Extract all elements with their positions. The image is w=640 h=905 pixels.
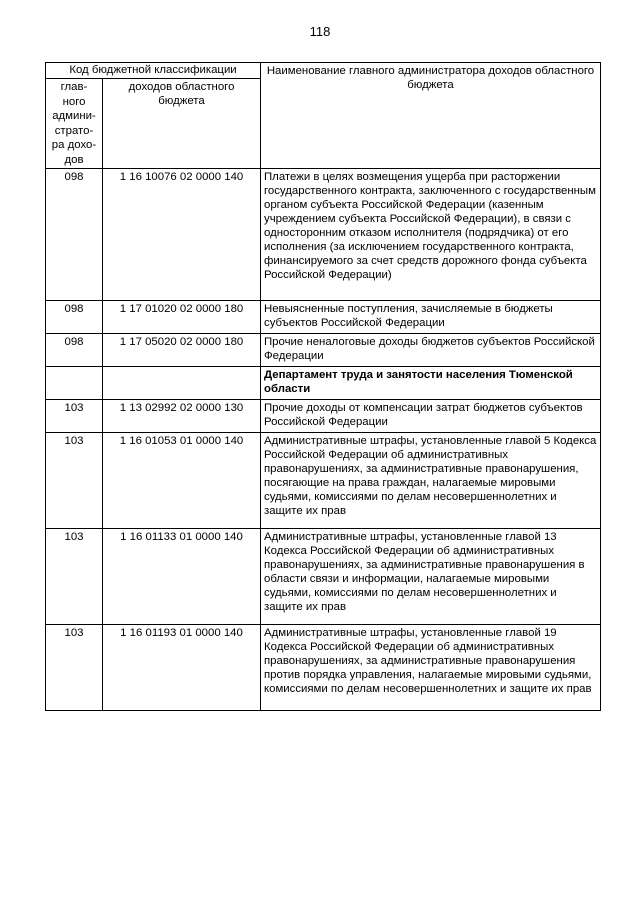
table-row (46, 529, 601, 625)
table-row (46, 400, 601, 433)
cell-income-code: 1 16 01133 01 0000 140 (103, 529, 261, 625)
cell-admin-code (46, 367, 103, 400)
page-number: 118 (309, 24, 331, 39)
table-body (46, 169, 601, 711)
cell-income-name: Административные штрафы, установленные главой 5 Кодекса Российской Федерации об административных правонарушениях, за административные правонарушения, посягающие на права граждан, налагаемые мировыми судьями, комиссиями по делам несовершеннолетних и защите их прав (261, 433, 601, 529)
cell-income-name: Прочие доходы от компенсации затрат бюджетов субъектов Российской Федерации (261, 400, 601, 433)
cell-income-code: 1 16 01193 01 0000 140 (103, 625, 261, 711)
cell-income-name: Административные штрафы, установленные главой 13 Кодекса Российской Федерации об административных правонарушениях, за административные правонарушения в области связи и информации, налагаемые мировыми судьями, комиссиями по делам несовершеннолетних и защите их прав (261, 529, 601, 625)
budget-classification-table (45, 62, 601, 711)
table-row (46, 301, 601, 334)
section-title: Департамент труда и занятости населения Тюменской области (261, 367, 601, 400)
table-row (46, 334, 601, 367)
cell-income-name: Административные штрафы, установленные главой 19 Кодекса Российской Федерации об административных правонарушениях, за административные правонарушения против порядка управления, налагаемые мировыми судьями, комиссиями по делам несовершеннолетних и защите их прав (261, 625, 601, 711)
header-row-group (46, 63, 601, 79)
cell-income-code: 1 16 01053 01 0000 140 (103, 433, 261, 529)
cell-admin-code: 103 (46, 433, 103, 529)
cell-income-name: Прочие неналоговые доходы бюджетов субъектов Российской Федерации (261, 334, 601, 367)
cell-admin-code: 098 (46, 301, 103, 334)
cell-income-code: 1 13 02992 02 0000 130 (103, 400, 261, 433)
cell-income-name: Невыясненные поступления, зачисляемые в бюджеты субъектов Российской Федерации (261, 301, 601, 334)
cell-income-code (103, 367, 261, 400)
section-header-row (46, 367, 601, 400)
cell-income-code: 1 17 05020 02 0000 180 (103, 334, 261, 367)
cell-admin-code: 098 (46, 169, 103, 301)
header-budget-classification-code: Код бюджетной классификации (46, 63, 261, 79)
cell-admin-code: 103 (46, 400, 103, 433)
cell-admin-code: 103 (46, 625, 103, 711)
cell-admin-code: 098 (46, 334, 103, 367)
table-header (46, 63, 601, 169)
cell-admin-code: 103 (46, 529, 103, 625)
table-row (46, 433, 601, 529)
table-row (46, 169, 601, 301)
header-regional-budget-income: доходов областного бюджета (103, 79, 261, 169)
header-main-administrator: глав- ного админи- страто- ра дохо- дов (46, 79, 103, 169)
header-administrator-name: Наименование главного администратора доходов областного бюджета (261, 63, 601, 169)
cell-income-name: Платежи в целях возмещения ущерба при расторжении государственного контракта, заключенного с государственным органом субъекта Российской Федерации (казенным учреждением субъекта Российской Федерации), в связи с односторонним отказом исполнителя (подрядчика) от его исполнения (за исключением государственного контракта, финансируемого за счет средств дорожного фонда субъекта Российской Федерации) (261, 169, 601, 301)
table-row (46, 625, 601, 711)
cell-income-code: 1 16 10076 02 0000 140 (103, 169, 261, 301)
cell-income-code: 1 17 01020 02 0000 180 (103, 301, 261, 334)
